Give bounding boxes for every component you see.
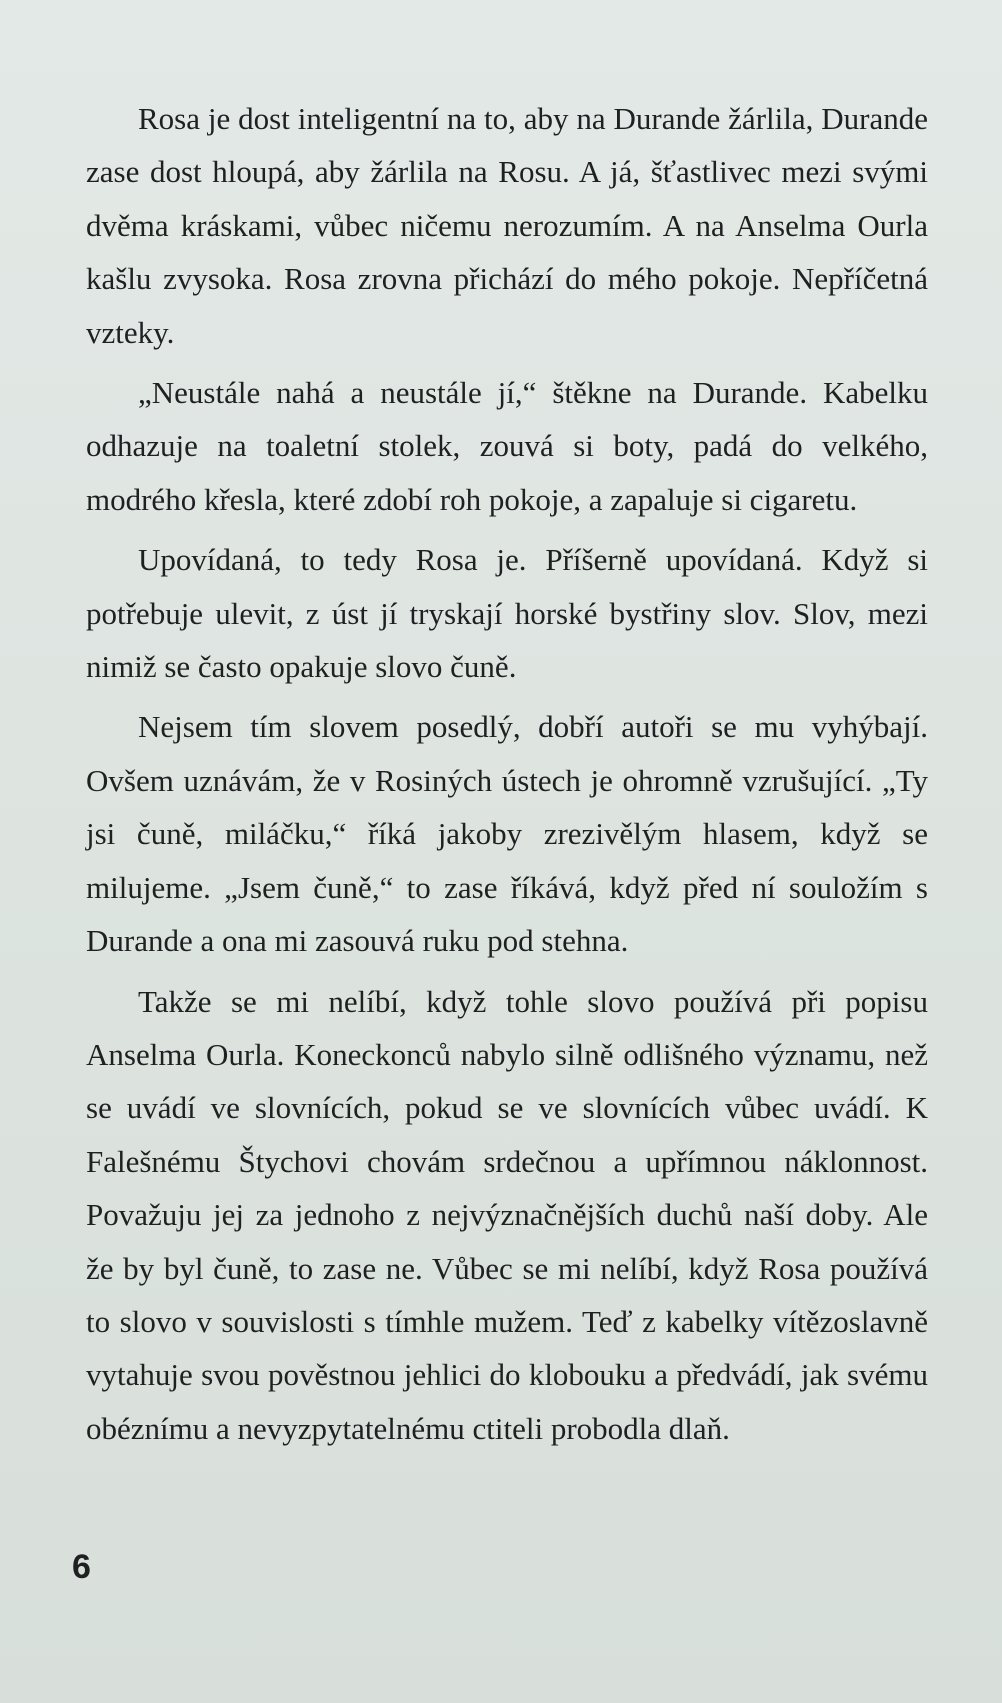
paragraph-2: „Neustále nahá a neustále jí,“ štěkne na Durande. Kabelku odhazuje na toaletní stolek, zouvá si boty, padá do velkého, modrého křesla, které zdobí roh pokoje, a zapaluje si cigaretu.	[86, 375, 928, 517]
page-number: 6	[72, 1548, 91, 1586]
paragraph-3: Upovídaná, to tedy Rosa je. Příšerně upovídaná. Když si potřebuje ulevit, z úst jí tryskají horské bystřiny slov. Slov, mezi nimiž se často opakuje slovo čuně.	[86, 542, 928, 685]
paragraph-5: Takže se mi nelíbí, když tohle slovo používá při popisu Anselma Ourla. Koneckonců nabylo silně odlišného významu, než se uvádí ve slovnících, pokud se ve slovnících vůbec uvádí. K Falešnému Štychovi chovám srdečnou a upřímnou náklonnost. Považuju jej za jednoho z nejvýznačnějších duchů naší doby. Ale že by byl čuně, to zase ne. Vůbec se mi nelíbí, když Rosa používá to slovo v souvislosti s tímhle mužem. Teď z kabelky vítězoslavně vytahuje svou pověstnou jehlici do klobouku a předvádí, jak svému obéznímu a nevyzpytatelnému ctiteli probodla dlaň.	[86, 983, 928, 1446]
paragraph-1: Rosa je dost inteligentní na to, aby na Durande žárlila, Durande zase dost hloupá, aby žárlila na Rosu. A já, šťastlivec mezi svými dvěma kráskami, vůbec ničemu nerozumím. A na Anselma Ourla kašlu zvysoka. Rosa zrovna přichází do mého pokoje. Nepříčetná vzteky.	[86, 101, 928, 350]
body-text	[86, 92, 928, 1462]
paragraph-4: Nejsem tím slovem posedlý, dobří autoři se mu vyhýbají. Ovšem uznávám, že v Rosiných ústech je ohromně vzrušující. „Ty jsi čuně, miláčku,“ říká jakoby zrezivělým hlasem, když se milujeme. „Jsem čuně,“ to zase říkává, když před ní souložím s Durande a ona mi zasouvá ruku pod stehna.	[86, 709, 928, 959]
